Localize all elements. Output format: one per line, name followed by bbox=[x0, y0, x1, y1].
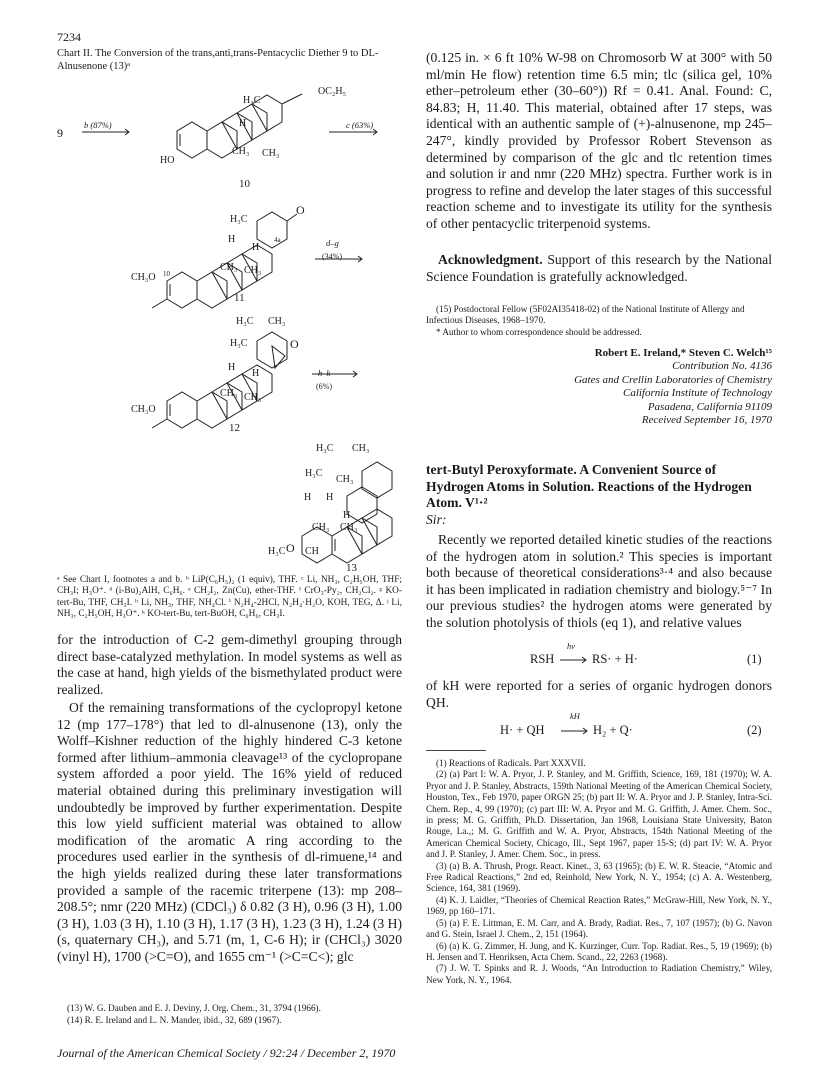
journal-footer: Journal of the American Chemical Society / 92:24 / December 2, 1970 bbox=[57, 1046, 396, 1060]
institution: California Institute of Technology bbox=[622, 387, 772, 400]
right-paragraph-3: of kH were reported for a series of organic hydrogen donors QH. bbox=[426, 678, 772, 710]
laboratory: Gates and Crellin Laboratories of Chemistry bbox=[574, 373, 772, 386]
scheme-footnotes: ᵃ See Chart I, footnotes a and b. ᵇ LiP(C₆H₅)₂ (1 equiv), THF. ᶜ Li, NH₃, C₂H₅OH, THF; CH₃I; H₃O⁺. ᵈ (i-Bu)₂AlH, C₆H₆. ᵉ CH₂I₂, Zn(Cu), ether-THF. ᶠ CrO₃-Py₂, CH₂Cl₂. ᵍ KO-tert-Bu, THF, CH₃I. ʰ Li, NH₃, THF, NH₄Cl. ⁱ N₂H₄-2HCl, N₂H₄·H₂O, KOH, TEG, Δ. ʲ Li, NH₃, C₂H₅OH, H₃O⁺. ᵏ KO-tert-Bu, tert-BuOH, C₆H₆, CH₃I. bbox=[57, 575, 402, 620]
arrow2-label: c (63%) bbox=[346, 120, 374, 130]
eq1-over: hν bbox=[567, 641, 576, 651]
chart-title: Chart II. The Conversion of the trans,anti,trans-Pentacyclic Diether 9 to DL-Alnusenone (13)ᵃ bbox=[57, 48, 379, 72]
eq2-over: kH bbox=[570, 711, 580, 721]
ref-15: (15) Postdoctoral Fellow (5F02AI35418-02) of the National Institute of Allergy and Infectious Diseases, 1968–1970. bbox=[426, 304, 745, 326]
c10-label: 10 bbox=[163, 270, 170, 278]
ref-1: (1) Reactions of Radicals. Part XXXVII. bbox=[436, 758, 586, 768]
4a-label: 4a bbox=[274, 236, 281, 244]
ref-6: (6) (a) K. G. Zimmer, H. Jung, and K. Kurzinger, Curr. Top. Radiat. Res., 5, 19 (1969); (b) H. Jensen and T. Henriksen, Acta Chem. Scand., 22, 2263 (1968). bbox=[426, 940, 772, 962]
eq2-arrow bbox=[560, 723, 590, 737]
right-paragraph-2: Recently we reported detailed kinetic studies of the reactions of the hydrogen atom in solution.² This species is important both because of theoretical considerations³·⁴ and also because it has been implicated in radiation chemistry and biology.⁵⁻⁷ In our previous studies² the hydrogen atoms were generated by the solution photolysis of thiols (eq 1), and relative values bbox=[426, 532, 772, 630]
ch3-label-13e: CH₃ bbox=[340, 522, 358, 533]
h3c-label-12b: H₃C bbox=[230, 338, 248, 349]
h-label-13b: H bbox=[326, 492, 334, 503]
ch3-label-10a: CH₃ bbox=[232, 146, 250, 157]
ref-3: (3) (a) B. A. Thrush, Progr. React. Kinet., 3, 63 (1965); (b) E. W. R. Steacie, “Atomic and Free Radical Reactions,” 2nd ed, Reinhold, New York, N. Y., 1954; (c) A. A. Westenberg, Science, 164, 381 (1969). bbox=[426, 860, 772, 894]
arrow1-label: b (87%) bbox=[84, 120, 112, 130]
ch-label-13: CH bbox=[305, 546, 319, 557]
h-label-11a: H bbox=[228, 234, 236, 245]
o-label-13: O bbox=[286, 541, 295, 555]
ack-text: Support of this research by the National Science Foundation is gratefully acknowledged. bbox=[426, 252, 772, 284]
ho-label: HO bbox=[160, 155, 175, 166]
ack-heading: Acknowledgment. bbox=[438, 252, 543, 267]
authors: Robert E. Ireland,* Steven C. Welch¹⁵ bbox=[594, 347, 772, 359]
ch3-label-11a: CH₃ bbox=[220, 262, 238, 273]
ch3-label-11b: CH₃ bbox=[244, 265, 262, 276]
salutation: Sir: bbox=[426, 512, 447, 527]
reaction-scheme bbox=[57, 76, 402, 576]
page-number: 7234 bbox=[57, 30, 81, 44]
h-label-12b: H bbox=[252, 368, 260, 379]
ref-4: (4) K. J. Laidler, “Theories of Chemical Reaction Rates,” McGraw-Hill, New York, N. Y., 1969, pp 160–171. bbox=[426, 894, 772, 917]
eq2-right: H₂ + Q· bbox=[593, 723, 633, 737]
arrow4-label-bottom: (6%) bbox=[316, 382, 332, 391]
footnote-rule bbox=[426, 750, 486, 751]
ch3-label-13c: CH₃ bbox=[336, 474, 354, 485]
o-label-11: O bbox=[296, 203, 305, 217]
left-paragraph-2: Of the remaining transformations of the cyclopropyl ketone 12 (mp 177–178°) that led to dl-alnusenone (13), only the Wolff–Kishner reduction of the highly hindered C-3 ketone formed after lithium–ammonia cleavage¹³ of the cyclopropane system afforded a poor yield. The 16% yield of reduced material obtained during this preliminary investigation will undoubtedly be improved by further experimentation. Despite this low yield sufficient material was obtained to allow modification of the aromatic A ring according to the procedures used earlier in the synthesis of dl-rimuene,¹⁴ and the high yields realized during these later transformations provided a sample of the racemic triterpene (13): mp 208–208.5°; nmr (220 MHz) (CDCl₃) δ 0.82 (3 H), 0.96 (3 H), 1.00 (3 H), 1.03 (3 H), 1.10 (3 H), 1.17 (3 H), 1.23 (3 H), 1.24 (3 H) (s, quaternary CH₃), and 5.71 (m, 1, C-6 H); ir (CHCl₃) 3020 (vinyl H), 1700 (>C=O), and 1655 cm⁻¹ (>C=C<); glc bbox=[57, 700, 402, 964]
eq1-number: (1) bbox=[747, 652, 762, 666]
arrow3-label-bottom: (34%) bbox=[322, 252, 342, 261]
h3c-label-12a: H₃C bbox=[236, 316, 254, 327]
h3c-label-13b: H₃C bbox=[305, 468, 323, 479]
h3c-label-11: H₃C bbox=[230, 214, 248, 225]
acknowledgment bbox=[426, 252, 772, 285]
arrow4-label-top: h–k bbox=[318, 368, 331, 378]
article-title: tert-Butyl Peroxyformate. A Convenient Source of Hydrogen Atoms in Solution. Reactions of the Hydrogen Atom. V¹·² bbox=[426, 462, 752, 511]
h-label-12a: H bbox=[228, 362, 236, 373]
eq1-right: RS· + H· bbox=[592, 652, 638, 666]
ch3o-label-11: CH₃O bbox=[131, 272, 156, 283]
received-date: Received September 16, 1970 bbox=[641, 414, 772, 427]
ref-7: (7) J. W. T. Spinks and R. J. Woods, “An Introduction to Radiation Chemistry,” Wiley, New York, N. Y., 1964. bbox=[426, 963, 772, 985]
compound-11-number: 11 bbox=[234, 292, 245, 304]
o-label-12: O bbox=[290, 337, 299, 351]
compound-12-number: 12 bbox=[229, 422, 240, 434]
ref-5: (5) (a) F. E. Littman, E. M. Carr, and A. Brady, Radiat. Res., 7, 107 (1957); (b) G. Navon and G. Stein, Israel J. Chem., 2, 151 (1964). bbox=[426, 917, 772, 940]
ch3-label-13d: CH₃ bbox=[312, 522, 330, 533]
h3c-label-10: H₃C bbox=[243, 95, 261, 106]
ref-13: (13) W. G. Dauben and E. J. Deviny, J. Org. Chem., 31, 3794 (1966). bbox=[67, 1003, 321, 1013]
h3c-label-13a: H₃C bbox=[316, 443, 334, 454]
eq2-number: (2) bbox=[747, 723, 762, 737]
compound-13-number: 13 bbox=[346, 562, 357, 574]
oc2h5-label: OC₂H₅ bbox=[318, 86, 347, 97]
ch3o-label-12: CH₃O bbox=[131, 404, 156, 415]
arrow3-label-top: d–g bbox=[326, 238, 339, 248]
compound-10-number: 10 bbox=[239, 178, 250, 190]
eq1-left: RSH bbox=[530, 652, 555, 666]
author-note: * Author to whom correspondence should be addressed. bbox=[436, 327, 642, 337]
left-paragraph-1: for the introduction of C-2 gem-dimethyl grouping through direct base-catalyzed methylation. In model systems as well as the case at hand, high yields of the bismethylated product were realized. bbox=[57, 632, 402, 697]
city: Pasadena, California 91109 bbox=[647, 400, 772, 413]
ch3-label-13-top: CH₃ bbox=[352, 443, 370, 454]
h-label-10: H bbox=[239, 118, 247, 129]
h3c-label-13c: H₃C bbox=[268, 546, 286, 557]
eq1-arrow bbox=[559, 652, 589, 666]
eq2-left: H· + QH bbox=[500, 723, 545, 737]
h-label-13c: H bbox=[343, 510, 351, 521]
ch3-label-12a: CH₃ bbox=[220, 388, 238, 399]
ch3-label-10b: CH₃ bbox=[262, 148, 280, 159]
right-paragraph-1: (0.125 in. × 6 ft 10% W-98 on Chromosorb W at 300° with 50 ml/min He flow) retention time 6.5 min; tlc (silica gel, 10% ether–petroleum ether (30–60°)) Rf = 0.41. Anal. Found: C, 84.83; H, 11.40. This material, obtained after 17 steps, was identical with an authentic sample of (+)-alnusenone, mp 245–247°, kindly provided by Professor Robert Stevenson as determined by comparison of the glc and tlc retention times and solution ir and nmr (220 MHz) spectra. Further work is in progress to refine and develop the later stages of this successful reaction scheme and to investigate its utility for the synthesis of other pentacyclic triterpenoid systems. bbox=[426, 50, 772, 231]
references bbox=[426, 758, 772, 986]
ch3-label-12b: CH₃ bbox=[244, 392, 262, 403]
h-label-11b: H bbox=[252, 242, 260, 253]
start-compound-label: 9 bbox=[57, 126, 63, 140]
ref-14: (14) R. E. Ireland and L. N. Mander, ibid., 32, 689 (1967). bbox=[67, 1015, 282, 1025]
contribution: Contribution No. 4136 bbox=[672, 360, 772, 373]
h-label-13a: H bbox=[304, 492, 312, 503]
ref-2: (2) (a) Part I: W. A. Pryor, J. P. Stanley, and M. Griffith, Science, 169, 181 (1970); W. A. Pryor and J. P. Stanley, Abstracts, 159th National Meeting of the American Chemical Society, Houston, Tex., Feb 1970, paper ORGN 25; (b) part II: W. A. Pryor and J. P. Stanley, Intra-Sci. Chem. Rep., 4, 99 (1970); (c) part III: W. A. Pryor and M. G. Griffith, J. Amer. Chem. Soc., in press; M. G. Griffith, Ph.D. Dissertation, Jan 1968, Louisiana State University, Baton Rouge, La.,; M. G. Griffith and W. A. Pryor, Abstracts, 154th National Meeting of the American Chemical Society, Chicago, Ill., Sept 1967, paper 15-S; (d) part IV: W. A. Pryor and J. P. Stanley, J. Amer. Chem. Soc., in press. bbox=[426, 769, 772, 860]
author-block bbox=[426, 347, 772, 427]
ch3-label-12-top: CH₃ bbox=[268, 316, 286, 327]
